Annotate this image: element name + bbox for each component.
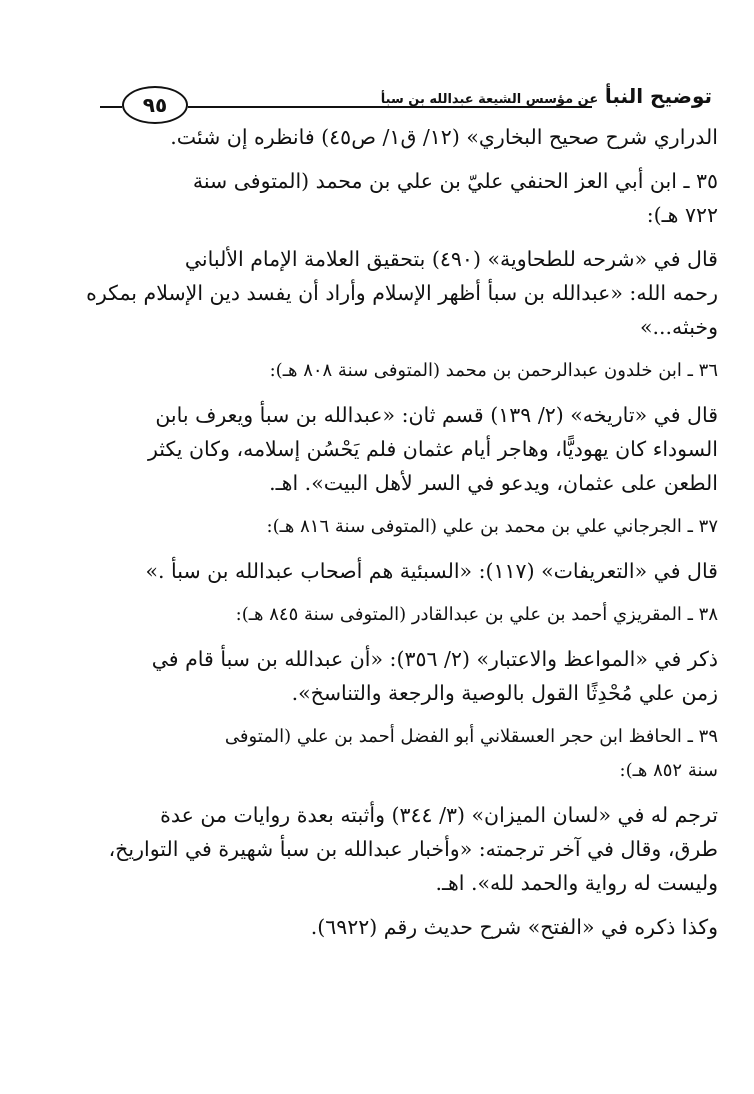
text-line: وكذا ذكره في «الفتح» شرح حديث رقم (٦٩٢٢).	[310, 915, 718, 939]
running-title-sub: عن مؤسس الشيعة عبدالله بن سبأ	[380, 92, 599, 107]
page-header	[100, 72, 712, 122]
paragraph	[36, 554, 718, 588]
paragraph	[36, 242, 718, 344]
text-line: قال في «تاريخه» (٢/ ١٣٩) قسم ثان: «عبدالله بن سبأ ويعرف بابن	[155, 403, 718, 427]
text-line: ٣٧ ـ الجرجاني علي بن محمد بن علي (المتوفى سنة ٨١٦ هـ):	[266, 516, 718, 537]
text-line: ذكر في «المواعظ والاعتبار» (٢/ ٣٥٦): «أن عبدالله بن سبأ قام في	[151, 647, 718, 671]
paragraph	[36, 798, 718, 900]
paragraph	[36, 120, 718, 154]
text-line: قال في «شرحه للطحاوية» (٤٩٠) بتحقيق العلامة الإمام الألباني	[184, 247, 718, 271]
text-line: ٧٢٢ هـ):	[646, 203, 718, 227]
text-line: ٣٨ ـ المقريزي أحمد بن علي بن عبدالقادر (المتوفى سنة ٨٤٥ هـ):	[235, 604, 718, 625]
paragraph	[36, 642, 718, 710]
text-line: سنة ٨٥٢ هـ):	[619, 760, 718, 781]
text-line: زمن علي مُحْدِثًا القول بالوصية والرجعة والتناسخ».	[291, 681, 718, 705]
running-title-main: توضيح النبأ	[604, 84, 712, 108]
text-line: وخبثه...»	[639, 315, 718, 339]
text-line: الدراري شرح صحيح البخاري» (١٢/ ق١/ ص٤٥) فانظره إن شئت.	[170, 125, 718, 149]
entry-heading	[36, 354, 718, 388]
text-line: طرق، وقال في آخر ترجمته: «وأخبار عبدالله بن سبأ شهيرة في التواريخ،	[108, 837, 718, 861]
text-line: قال في «التعريفات» (١١٧): «السبئية هم أصحاب عبدالله بن سبأ .»	[145, 559, 718, 583]
header-rule-left	[100, 106, 122, 108]
entry-heading	[36, 598, 718, 632]
entry-heading	[36, 164, 718, 232]
text-line: ٣٩ ـ الحافظ ابن حجر العسقلاني أبو الفضل أحمد بن علي (المتوفى	[224, 726, 718, 747]
entry-heading	[36, 510, 718, 544]
text-line: رحمه الله: «عبدالله بن سبأ أظهر الإسلام وأراد أن يفسد دين الإسلام بمكره	[86, 281, 718, 305]
paragraph	[36, 910, 718, 944]
text-line: وليست له رواية والحمد لله». اهـ.	[435, 871, 718, 895]
text-line: ٣٦ ـ ابن خلدون عبدالرحمن بن محمد (المتوفى سنة ٨٠٨ هـ):	[269, 360, 718, 381]
text-line: الطعن على عثمان، ويدعو في السر لأهل البيت». اهـ.	[269, 471, 718, 495]
header-rule	[188, 106, 592, 108]
entry-heading	[36, 720, 718, 788]
page-body	[36, 120, 718, 944]
text-line: السوداء كان يهوديًّا، وهاجر أيام عثمان فلم يَحْسُن إسلامه، وكان يكثر	[147, 437, 718, 461]
text-line: ترجم له في «لسان الميزان» (٣/ ٣٤٤) وأثبته بعدة روايات من عدة	[160, 803, 718, 827]
paragraph	[36, 398, 718, 500]
text-line: ٣٥ ـ ابن أبي العز الحنفي عليّ بن علي بن محمد (المتوفى سنة	[192, 169, 718, 193]
page-number: ٩٥	[122, 86, 188, 124]
